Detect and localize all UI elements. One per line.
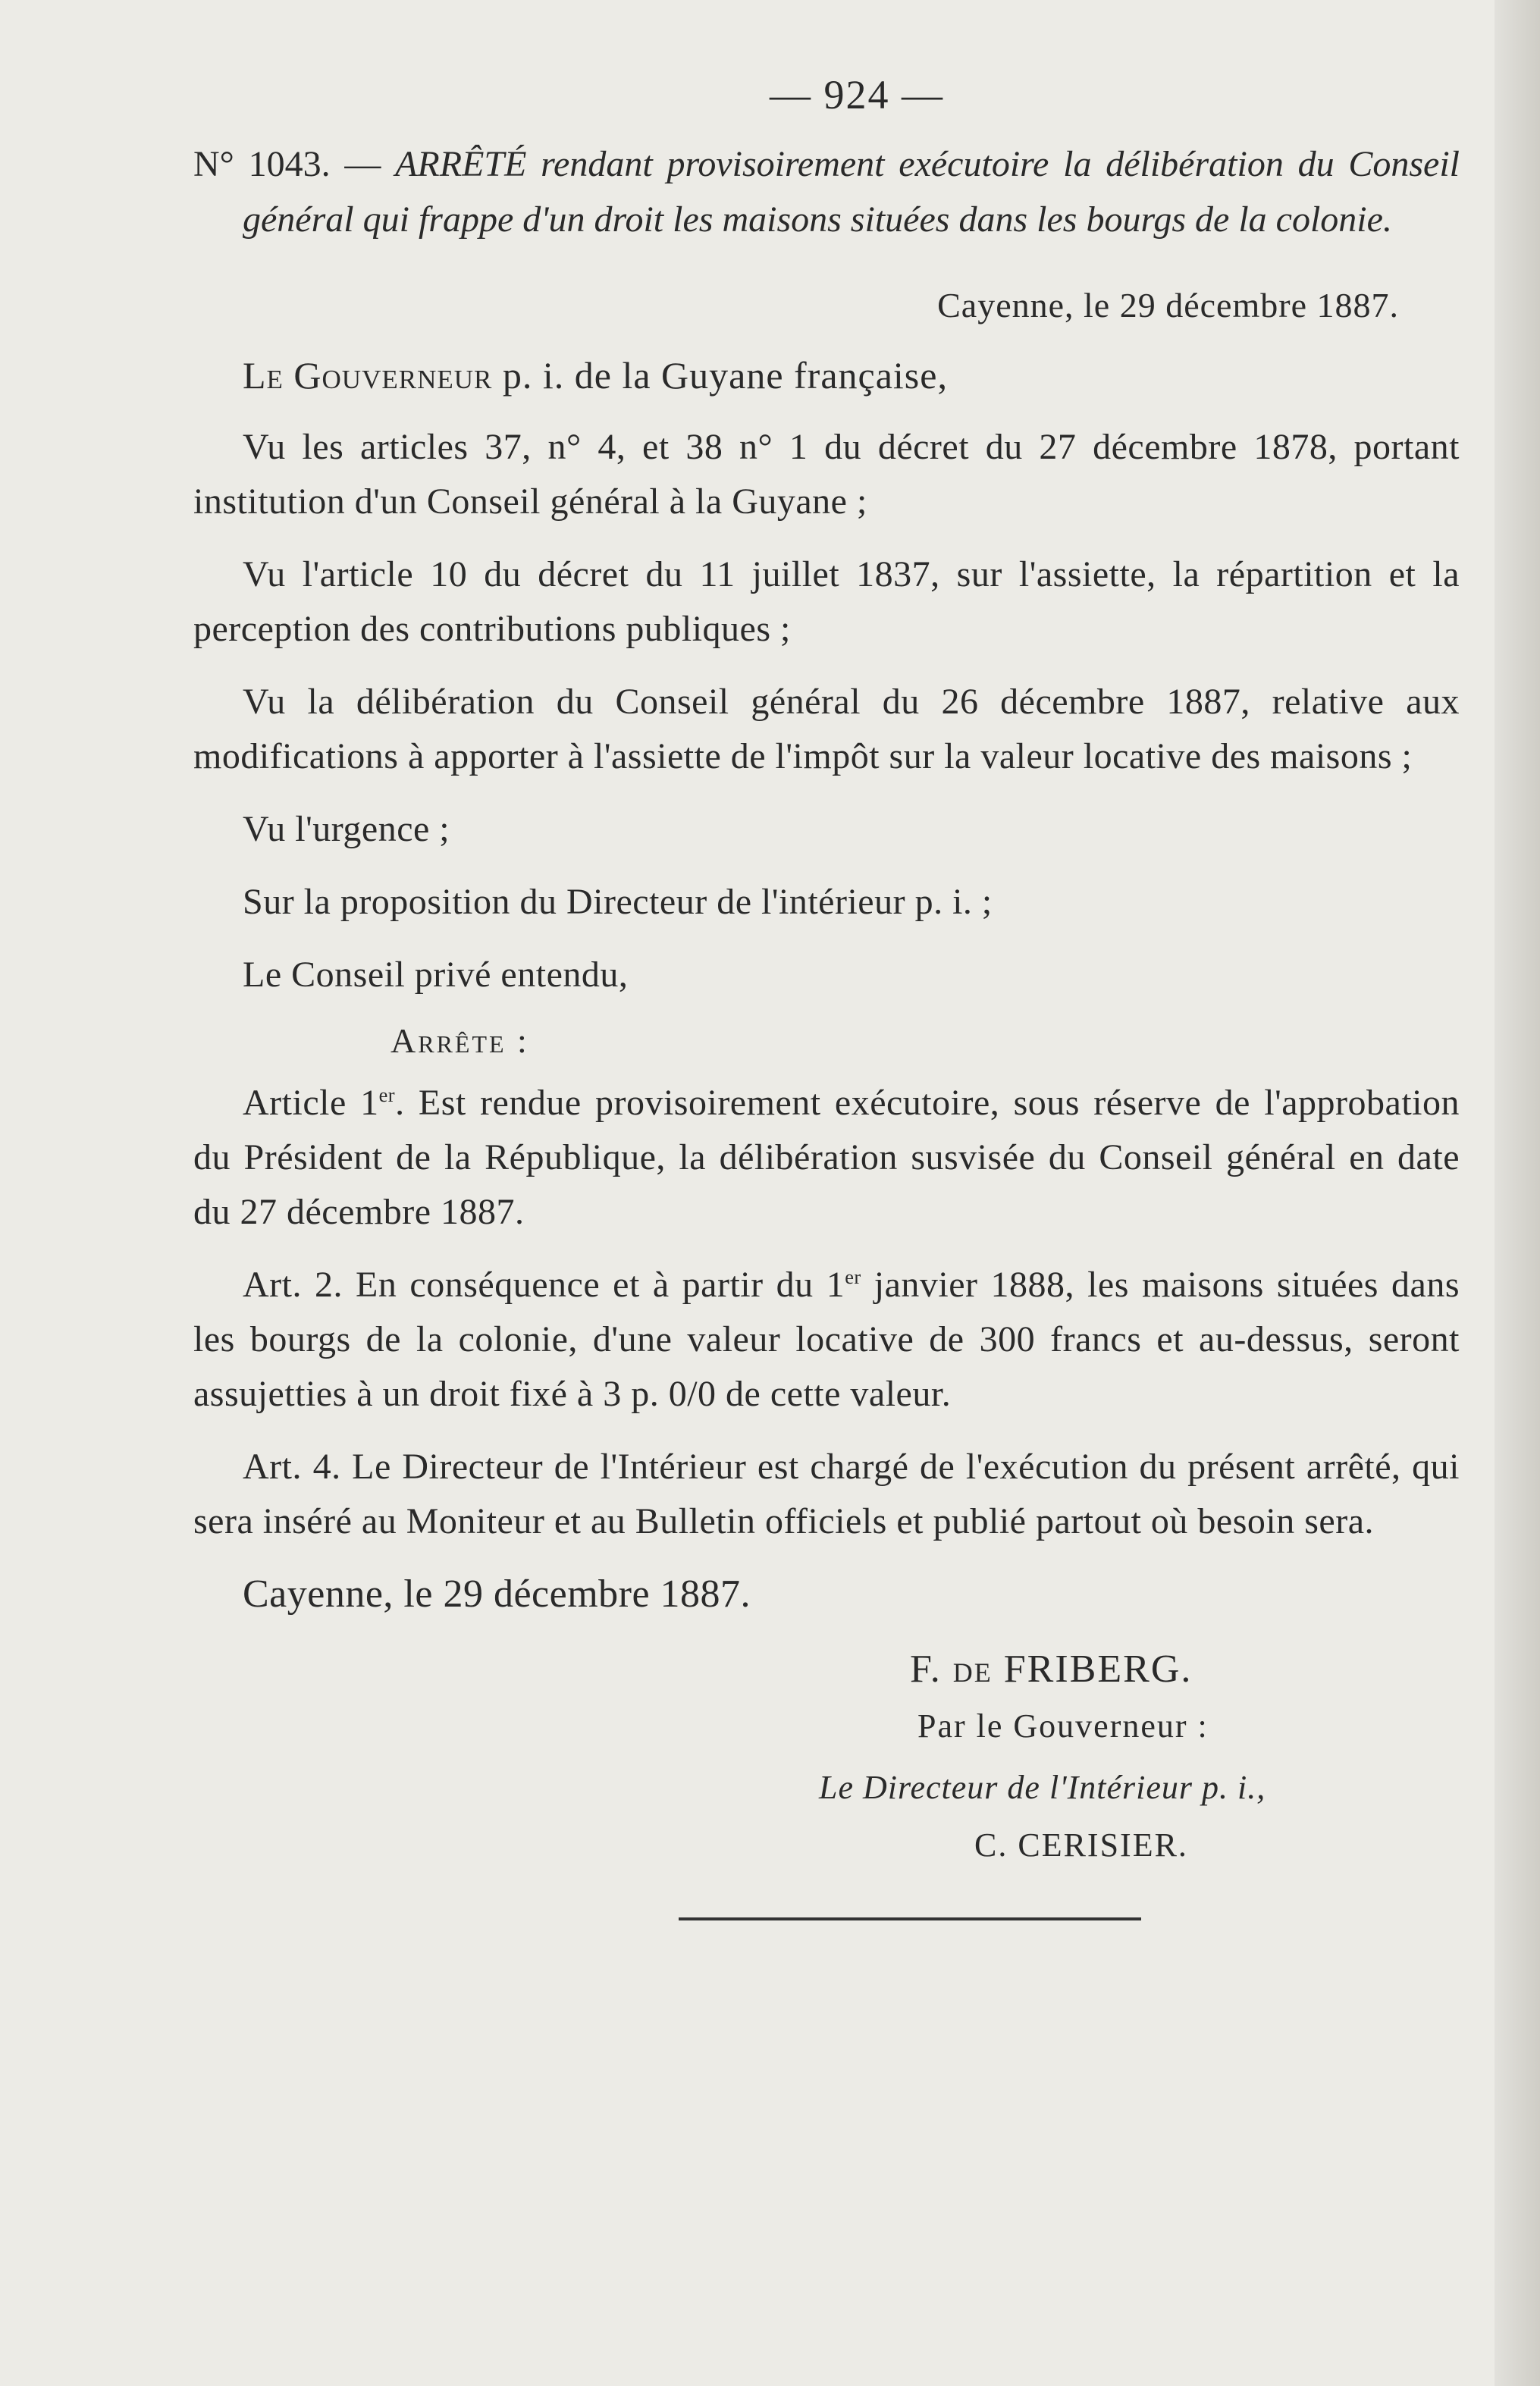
article-1-text: . Est rendue provisoirement exécutoire, sous réserve de l'approbation du Président de la République, la délibération susvisée du Conseil général en date du 27 décembre 1887.	[193, 1083, 1460, 1232]
consideration-2: Vu l'article 10 du décret du 11 juillet 1837, sur l'assiette, la répartition et la perception des contributions publiques ;	[193, 554, 1460, 649]
decree-title	[193, 136, 1460, 247]
article-2-lead: Art. 2. En conséquence et à partir du 1	[243, 1265, 845, 1305]
director-title: Le Directeur de l'Intérieur p. i.,	[819, 1769, 1266, 1806]
by-governor-line: Par le Gouverneur :	[917, 1707, 1209, 1745]
article-2	[193, 1258, 1460, 1422]
article-4: Art. 4. Le Directeur de l'Intérieur est chargé de l'exécution du présent arrêté, qui sera inséré au Moniteur et au Bulletin officiels et publié partout où besoin sera.	[193, 1447, 1460, 1541]
consideration-3: Vu la délibération du Conseil général du 26 décembre 1887, relative aux modifications à apporter à l'assiette de l'impôt sur la valeur locative des maisons ;	[193, 682, 1460, 776]
document-body	[193, 53, 1460, 1920]
consideration-6: Le Conseil privé entendu,	[243, 955, 629, 995]
director-name: C. CERISIER.	[974, 1826, 1188, 1864]
decree-number: N° 1043.	[193, 144, 331, 184]
decree-title-text: ARRÊTÉ rendant provisoirement exécutoire la délibération du Conseil général qui frappe d'un droit les maisons situées dans les bourgs de la colonie.	[243, 144, 1460, 240]
article-1-sup: er	[378, 1083, 396, 1106]
article-1-lead: Article 1	[243, 1083, 379, 1123]
signer-initial: F.	[910, 1648, 942, 1691]
article-2-text: janvier 1888, les maisons situées dans les bourgs de la colonie, d'une valeur locative de 300 francs et au-dessus, seront assujetties à un droit fixé à 3 p. 0/0 de cette valeur.	[193, 1265, 1460, 1414]
signer	[910, 1647, 1460, 1692]
consideration-4: Vu l'urgence ;	[243, 809, 450, 849]
governor-prefix: Le	[243, 354, 284, 397]
dateline: Cayenne, le 29 décembre 1887.	[937, 286, 1399, 325]
closing-rule	[679, 1917, 1141, 1920]
closing-place-date: Cayenne, le 29 décembre 1887.	[243, 1572, 751, 1616]
title-dash: —	[344, 144, 381, 184]
consideration-1: Vu les articles 37, n° 4, et 38 n° 1 du décret du 27 décembre 1878, portant institution d'un Conseil général à la Guyane ;	[193, 427, 1460, 522]
signer-name: FRIBERG.	[1003, 1648, 1193, 1691]
page-edge	[1495, 0, 1540, 2386]
arrete-label: Arrête :	[390, 1021, 529, 1060]
consideration-5: Sur la proposition du Directeur de l'intérieur p. i. ;	[243, 882, 993, 922]
signer-particle: de	[952, 1648, 993, 1691]
governor-heading	[243, 353, 1460, 397]
article-1	[193, 1076, 1460, 1240]
page-number: — 924 —	[770, 72, 944, 118]
governor-rest: p. i. de la Guyane française,	[502, 354, 948, 397]
governor-title: Gouverneur	[293, 354, 493, 397]
article-2-sup: er	[845, 1265, 861, 1288]
